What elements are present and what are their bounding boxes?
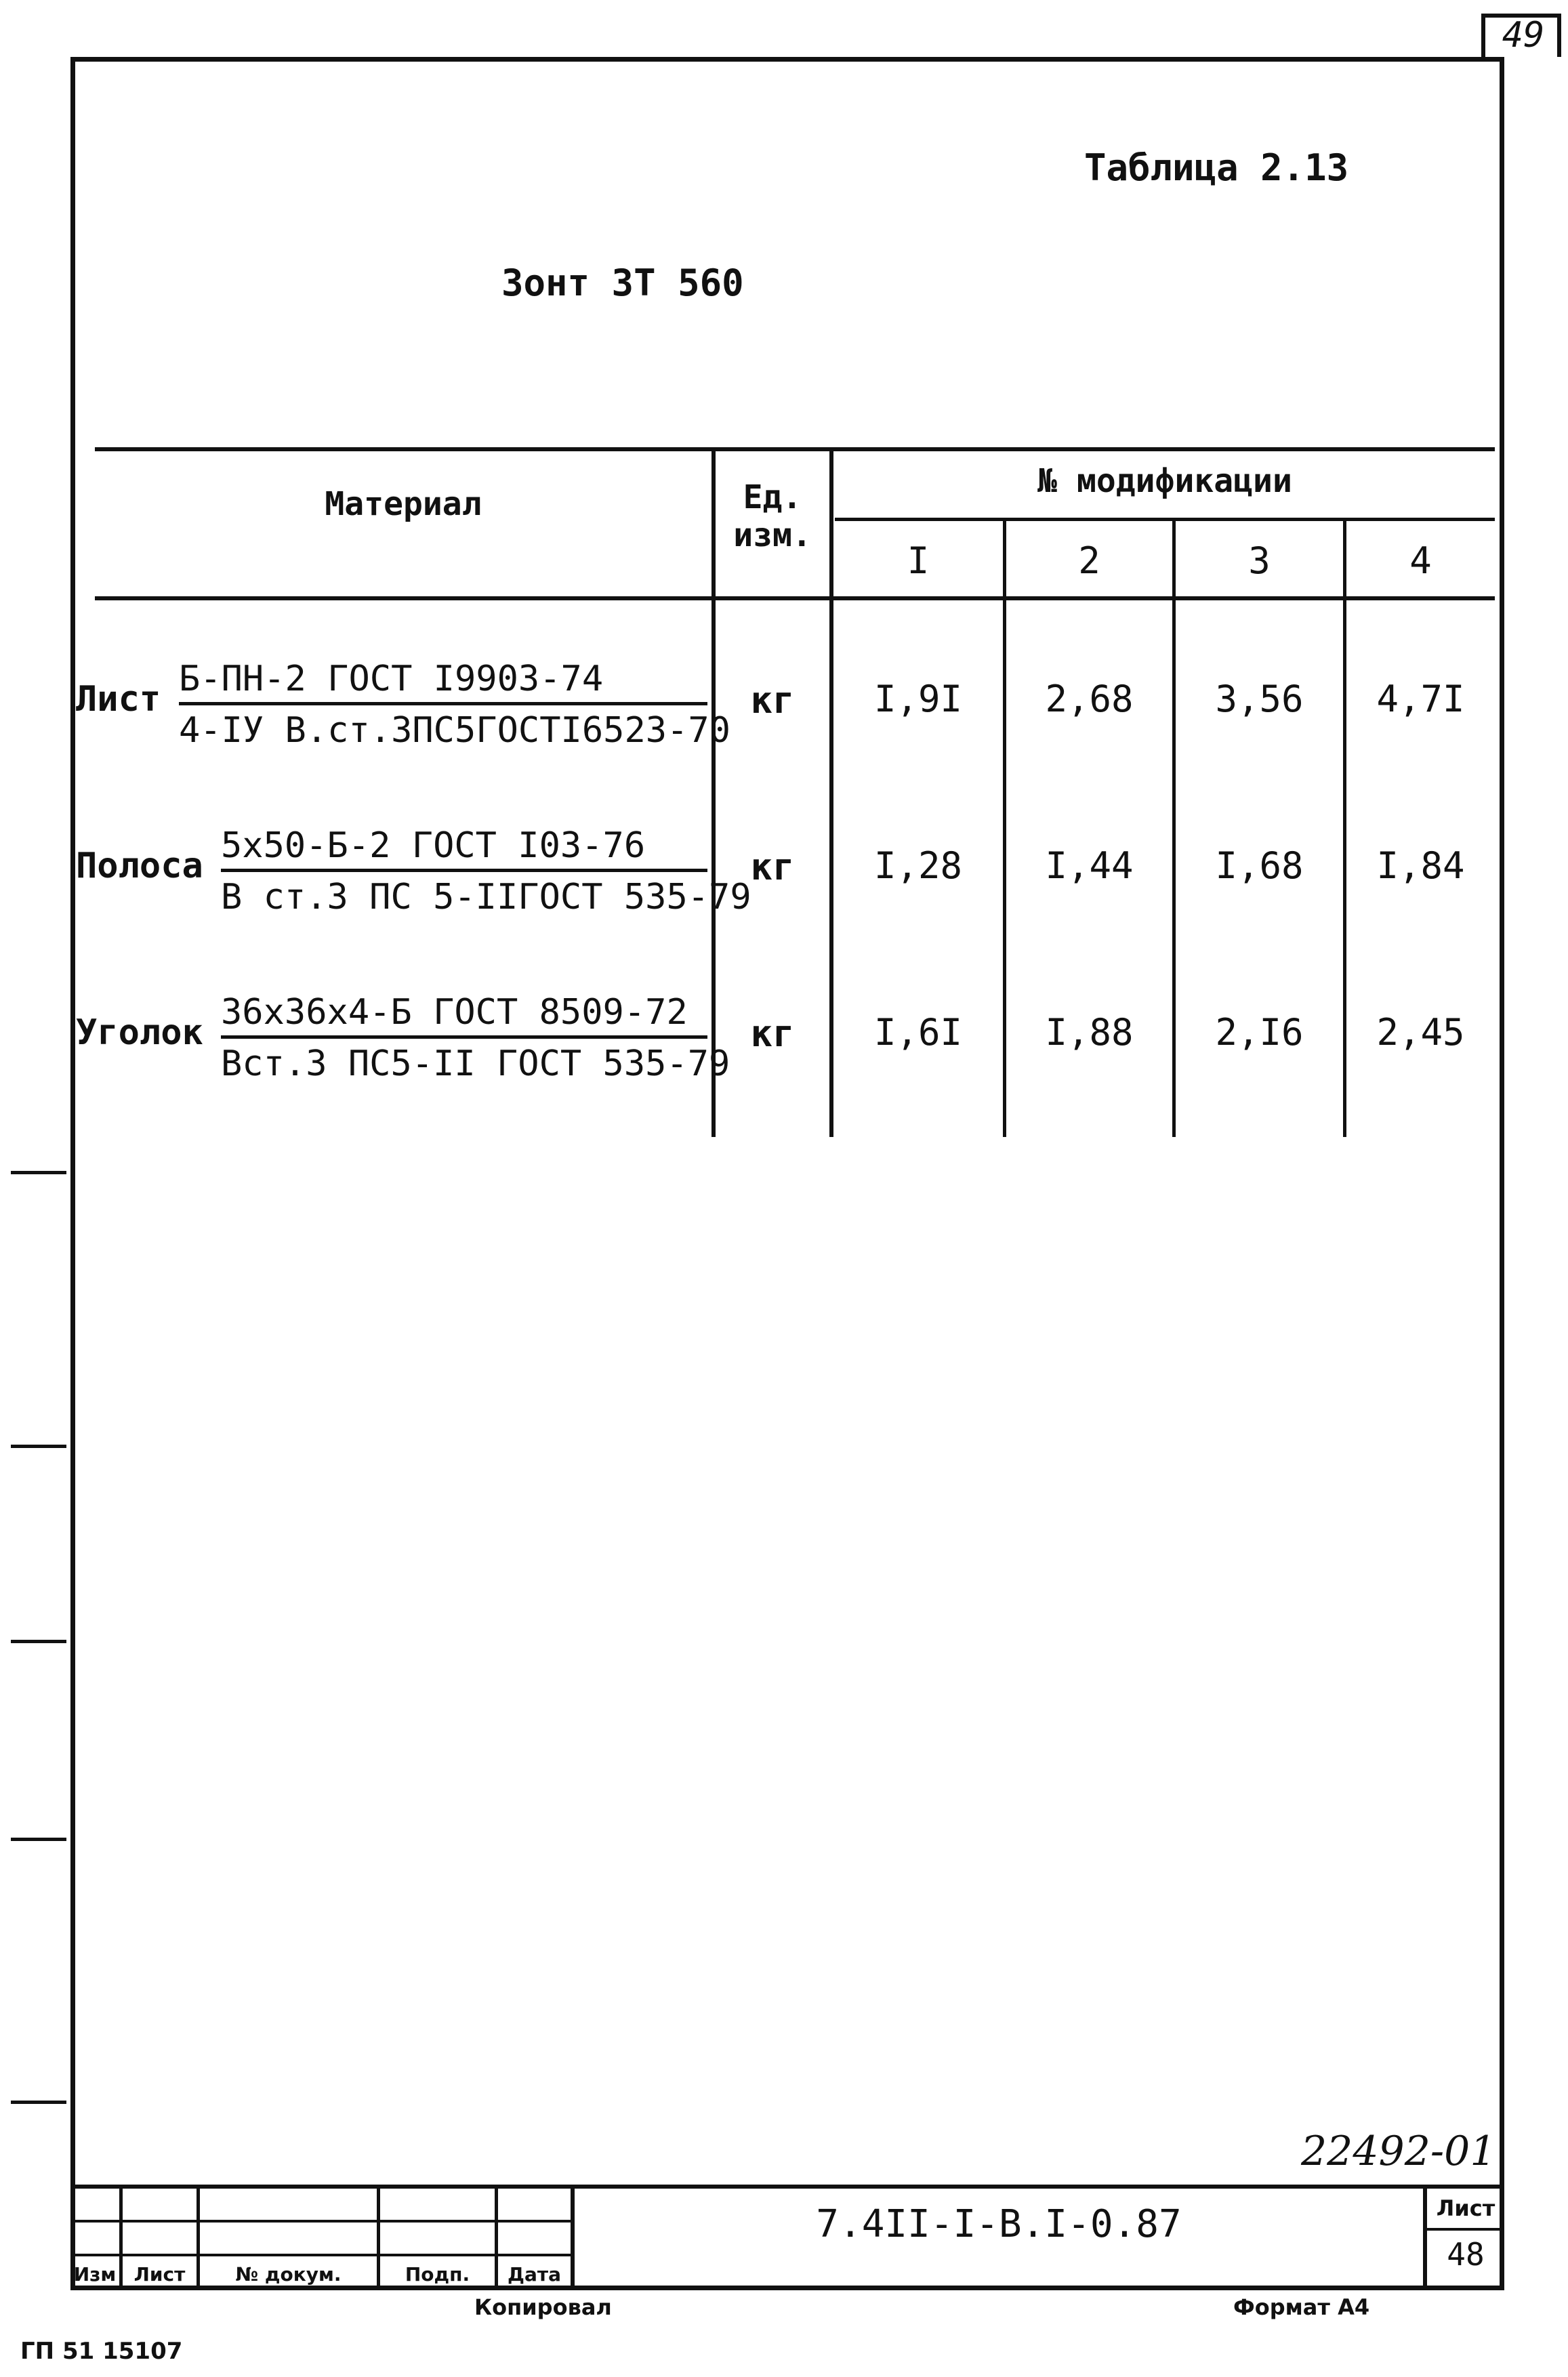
- row-value-1: I,9I: [873, 678, 963, 720]
- table-number-label: Таблица 2.13: [1084, 146, 1349, 189]
- row-unit: кг: [750, 679, 795, 722]
- row-value-3: I,68: [1215, 844, 1304, 887]
- row-spec-top: Б-ПН-2 ГОСТ I9903-74: [179, 659, 707, 705]
- stamp-col-label: Лист: [133, 2263, 186, 2286]
- row-value-2: 2,68: [1045, 678, 1134, 720]
- sheet-label: Лист: [1436, 2195, 1495, 2221]
- row-spec-top: 5х50-Б-2 ГОСТ I03-76: [221, 825, 707, 872]
- stamp-col-label: Изм: [73, 2263, 117, 2286]
- row-value-3: 2,I6: [1215, 1011, 1304, 1054]
- row-value-2: I,88: [1045, 1011, 1134, 1054]
- margin-tick: [11, 1838, 66, 1841]
- header-col-1: I: [907, 539, 930, 582]
- margin-tick: [11, 1640, 66, 1643]
- header-bottom-rule: [95, 596, 1495, 600]
- stamp-col-label: Подп.: [405, 2263, 470, 2286]
- copied-label: Копировал: [474, 2294, 612, 2320]
- col-divider-unit: [711, 447, 716, 1137]
- row-spec-bottom: Вст.3 ПС5-II ГОСТ 535-79: [221, 1043, 730, 1084]
- row-label: Полоса: [76, 846, 203, 886]
- header-col-2: 2: [1078, 539, 1100, 582]
- row-value-2: I,44: [1045, 844, 1134, 887]
- table-top-rule: [95, 447, 1495, 451]
- header-modification: № модификации: [1037, 462, 1292, 500]
- row-label: Уголок: [76, 1012, 203, 1053]
- row-spec-bottom: В ст.3 ПС 5-IIГОСТ 535-79: [221, 877, 751, 917]
- stamp-top-rule: [70, 2185, 1504, 2189]
- footer-code: ГП 51 15107: [20, 2338, 183, 2365]
- margin-tick: [11, 1171, 66, 1174]
- stamp-col-label: Дата: [508, 2263, 561, 2286]
- header-col-3: 3: [1248, 539, 1271, 582]
- margin-tick: [11, 2101, 66, 2104]
- format-label: Формат А4: [1233, 2294, 1370, 2320]
- row-value-4: 4,7I: [1376, 678, 1465, 720]
- row-label: Лист: [76, 679, 161, 720]
- row-value-1: I,6I: [873, 1011, 963, 1054]
- handwritten-number: 22492-01: [1301, 2128, 1496, 2175]
- row-value-1: I,28: [873, 844, 963, 887]
- row-value-3: 3,56: [1215, 678, 1304, 720]
- row-value-4: 2,45: [1376, 1011, 1465, 1054]
- stamp-col-label: № докум.: [235, 2263, 342, 2286]
- row-unit: кг: [750, 1012, 795, 1055]
- header-material: Материал: [325, 485, 482, 523]
- row-spec-bottom: 4-IУ В.ст.ЗПС5ГОСТI6523-70: [179, 710, 730, 751]
- modification-rule: [835, 518, 1495, 521]
- document-title: Зонт ЗТ 560: [501, 262, 744, 304]
- row-spec-top: 36х36х4-Б ГОСТ 8509-72: [221, 992, 707, 1039]
- margin-tick: [11, 1445, 66, 1448]
- header-unit: Ед. изм.: [733, 478, 812, 554]
- header-col-4: 4: [1409, 539, 1432, 582]
- row-unit: кг: [750, 846, 795, 888]
- page-frame: [70, 57, 1504, 2290]
- corner-page-number: 49: [1502, 15, 1545, 56]
- sheet-number: 48: [1447, 2236, 1485, 2273]
- stamp-sheet-rule: [1423, 2228, 1504, 2231]
- document-designation: 7.4II-I-В.I-0.87: [816, 2202, 1182, 2246]
- row-value-4: I,84: [1376, 844, 1465, 887]
